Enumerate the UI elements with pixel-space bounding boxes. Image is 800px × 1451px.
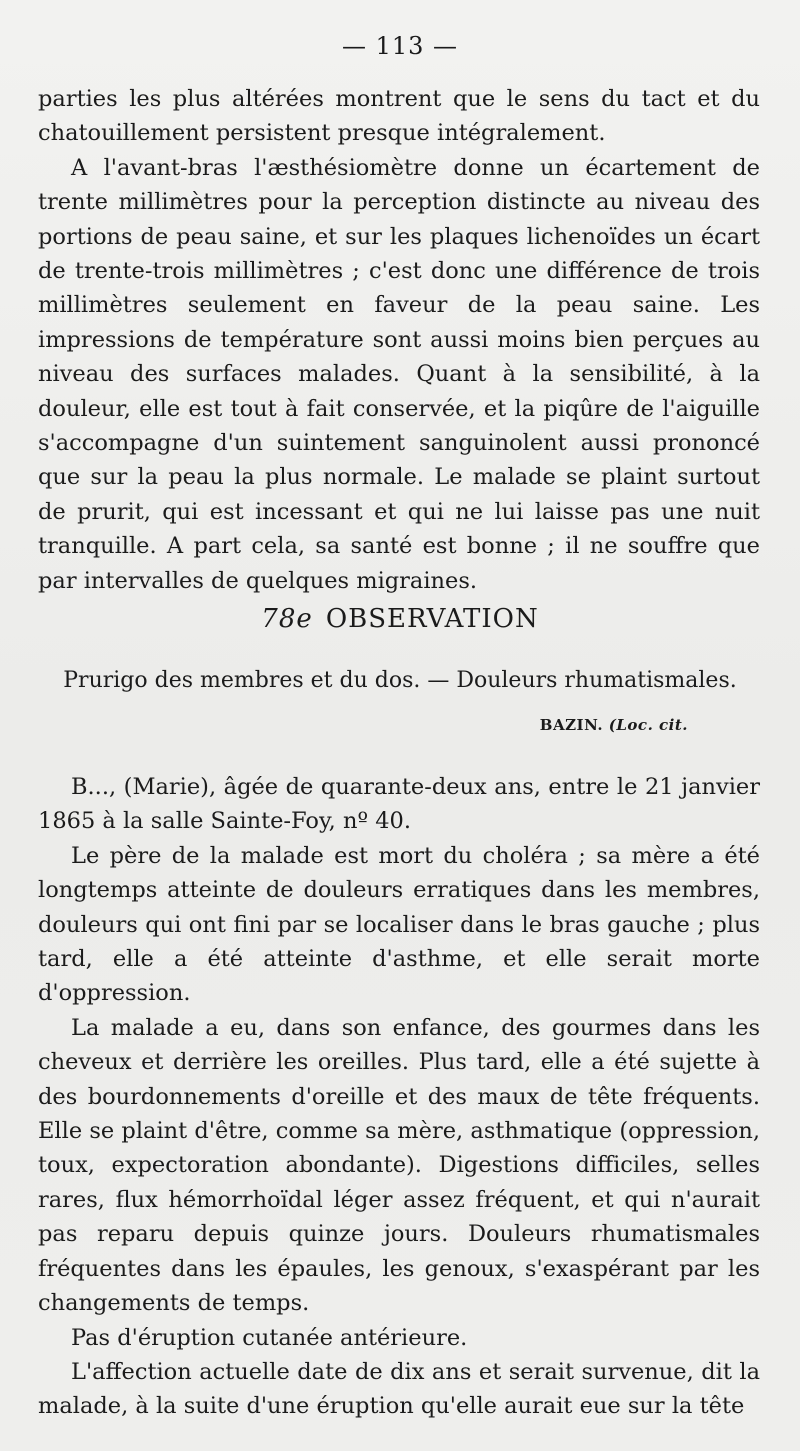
- paragraph-patient-intro: B..., (Marie), âgée de quarante-deux ans, entre le 21 janvier 1865 à la salle Sainte-Foy, nº 40.: [38, 774, 760, 835]
- paragraph-aesthesiometer: A l'avant-bras l'æsthésiomètre donne un écartement de trente millimètres pour la perception distincte au niveau des portions de peau saine, et sur les plaques lichenoïdes un écart de trente-trois millimètres ; c'est donc une différence de trois millimètres seulement en faveur de la peau saine. Les impressions de température sont aussi moins bien perçues au niveau des surfaces malades. Quant à la sensibilité, à la douleur, elle est tout à fait conservée, et la piqûre de l'aiguille s'accompagne d'un suintement sanguinolent aussi prononcé que sur la peau la plus normale. Le malade se plaint surtout de prurit, qui est incessant et qui ne lui laisse pas une nuit tranquille. A part cela, sa santé est bonne ; il ne souffre que par intervalles de quelques migraines.: [38, 154, 760, 594]
- attribution-ref: (Loc. cit.: [608, 716, 688, 734]
- paragraph-no-eruption: Pas d'éruption cutanée antérieure.: [71, 1324, 468, 1351]
- attribution-name: BAZIN.: [539, 716, 604, 734]
- paragraph-personal-history: La malade a eu, dans son enfance, des gourmes dans les cheveux et derrière les oreilles. Plus tard, elle a été sujette à des bourdonnements d'oreille et des maux de tête fréquents. Elle se plaint d'être, comme sa mère, asthmatique (oppression, toux, expectoration abondante). Digestions difficiles, selles rares, flux hémorrhoïdal léger assez fréquent, et qui n'aurait pas reparu depuis quinze jours. Douleurs rhumatismales fréquentes dans les épaules, les genoux, s'exaspérant par les changements de temps.: [38, 1014, 760, 1317]
- body-text-block: [38, 770, 760, 1424]
- observation-subtitle: Prurigo des membres et du dos. — Douleurs rhumatismales.: [63, 668, 737, 693]
- paragraph-family-history: Le père de la malade est mort du choléra ; sa mère a été longtemps atteinte de douleurs erratiques dans les membres, douleurs qui ont fini par se localiser dans le bras gauche ; plus tard, elle a été atteinte d'asthme, et elle serait morte d'oppression.: [38, 842, 760, 1007]
- observation-number: 78e: [261, 604, 313, 634]
- observation-title: OBSERVATION: [325, 604, 539, 634]
- page-number: — 113 —: [341, 32, 459, 60]
- paragraph-current-affection: L'affection actuelle date de dix ans et serait survenue, dit la malade, à la suite d'une éruption qu'elle aurait eue sur la tête: [38, 1358, 760, 1420]
- observation-heading: [0, 604, 800, 634]
- top-text-block: [38, 82, 760, 598]
- paragraph-continuation: parties les plus altérées montrent que le sens du tact et du chatouillement persistent presque intégralement.: [38, 86, 760, 147]
- attribution: [540, 716, 688, 734]
